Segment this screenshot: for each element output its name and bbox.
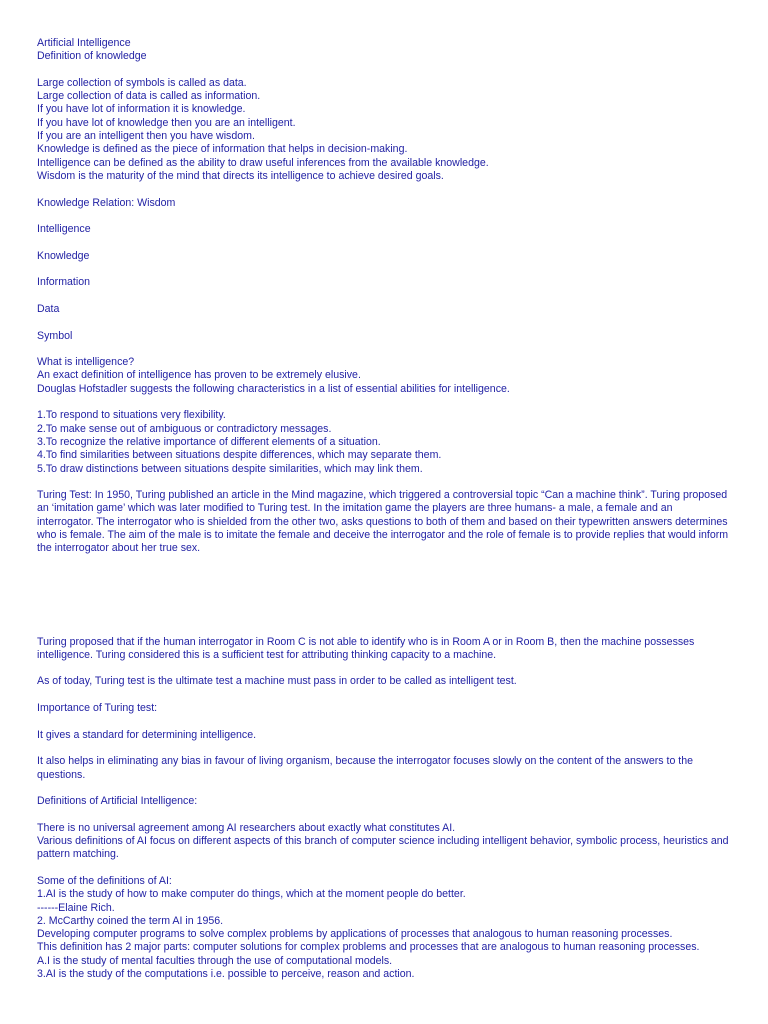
ai-definition-author: ------Elaine Rich. bbox=[37, 901, 115, 914]
blank-figure-area bbox=[37, 556, 729, 636]
definition-line: Wisdom is the maturity of the mind that directs its intelligence to achieve desired goals. bbox=[37, 169, 444, 182]
hierarchy-level: Information bbox=[37, 276, 90, 289]
document-subtitle: Definition of knowledge bbox=[37, 50, 147, 63]
ai-definition-item: 2. McCarthy coined the term AI in 1956. bbox=[37, 914, 224, 927]
ai-definition-detail: This definition has 2 major parts: computer solutions for complex problems and processes that are analogous to human reasoning processes. bbox=[37, 941, 700, 954]
definition-line: Intelligence can be defined as the ability to draw useful inferences from the available knowledge. bbox=[37, 156, 489, 169]
document-title: Artificial Intelligence bbox=[37, 37, 131, 49]
ability-item: 3.To recognize the relative importance of different elements of a situation. bbox=[37, 435, 381, 448]
hierarchy-level: Knowledge bbox=[37, 249, 90, 262]
importance-item: It gives a standard for determining intelligence. bbox=[37, 728, 257, 741]
document-body bbox=[37, 37, 729, 981]
ai-definitions-heading: Definitions of Artificial Intelligence: bbox=[37, 795, 198, 808]
hierarchy-level: Symbol bbox=[37, 329, 73, 342]
ai-definition-item: 1.AI is the study of how to make computer do things, which at the moment people do better. bbox=[37, 888, 466, 901]
definition-line: Large collection of symbols is called as data. bbox=[37, 76, 247, 89]
ai-some-definitions-heading: Some of the definitions of AI: bbox=[37, 874, 172, 887]
ai-definition-item: 3.AI is the study of the computations i.e. possible to perceive, reason and action. bbox=[37, 968, 415, 980]
ai-definition-detail: A.I is the study of mental faculties through the use of computational models. bbox=[37, 954, 393, 967]
intelligence-text: An exact definition of intelligence has proven to be extremely elusive. bbox=[37, 369, 361, 382]
intelligence-text: Douglas Hofstadler suggests the following characteristics in a list of essential abilities for intelligence. bbox=[37, 382, 510, 395]
hierarchy-level: Intelligence bbox=[37, 223, 91, 236]
definition-line: If you have lot of knowledge then you are an intelligent. bbox=[37, 116, 296, 129]
hierarchy-level: Data bbox=[37, 302, 60, 315]
definition-line: If you have lot of information it is knowledge. bbox=[37, 103, 246, 116]
turing-today-paragraph: As of today, Turing test is the ultimate test a machine must pass in order to be called as intelligent test. bbox=[37, 675, 517, 688]
importance-heading: Importance of Turing test: bbox=[37, 702, 158, 715]
turing-proposal-paragraph: Turing proposed that if the human interrogator in Room C is not able to identify who is in Room A or in Room B, then the machine possesses intelligence. Turing considered this is a sufficient test for attributing thinking capacity to a machine. bbox=[37, 635, 695, 661]
ability-item: 1.To respond to situations very flexibility. bbox=[37, 409, 226, 422]
ai-agreement-text: There is no universal agreement among AI researchers about exactly what constitutes AI. bbox=[37, 821, 456, 834]
definition-line: If you are an intelligent then you have wisdom. bbox=[37, 130, 255, 143]
ability-item: 5.To draw distinctions between situations despite similarities, which may link them. bbox=[37, 462, 423, 475]
ai-various-text: Various definitions of AI focus on different aspects of this branch of computer science including intelligent behavior, symbolic process, heuristics and pattern matching. bbox=[37, 835, 729, 861]
ability-item: 2.To make sense out of ambiguous or contradictory messages. bbox=[37, 422, 332, 435]
turing-intro-paragraph: Turing Test: In 1950, Turing published an article in the Mind magazine, which triggered a controversial topic “Can a machine think”. Turing proposed an ‘imitation game’ which was later modified to Turing test. In the imitation game the players are three humans- a male, a female and an interrogator. The interrogator who is shielded from the other two, asks questions to both of them and based on their typewritten answers determines who is female. The aim of the male is to imitate the female and deceive the interrogator and the role of female is to provide replies that would inform the interrogator about her true sex. bbox=[37, 489, 729, 555]
definition-line: Large collection of data is called as information. bbox=[37, 90, 261, 103]
hierarchy-heading: Knowledge Relation: Wisdom bbox=[37, 196, 176, 209]
intelligence-question: What is intelligence? bbox=[37, 356, 135, 369]
ability-item: 4.To find similarities between situations despite differences, which may separate them. bbox=[37, 449, 442, 462]
ai-definition-detail: Developing computer programs to solve complex problems by applications of processes that analogous to human reasoning processes. bbox=[37, 928, 673, 941]
importance-item: It also helps in eliminating any bias in favour of living organism, because the interrogator focuses slowly on the content of the answers to the questions. bbox=[37, 755, 694, 781]
definition-line: Knowledge is defined as the piece of information that helps in decision-making. bbox=[37, 143, 408, 156]
